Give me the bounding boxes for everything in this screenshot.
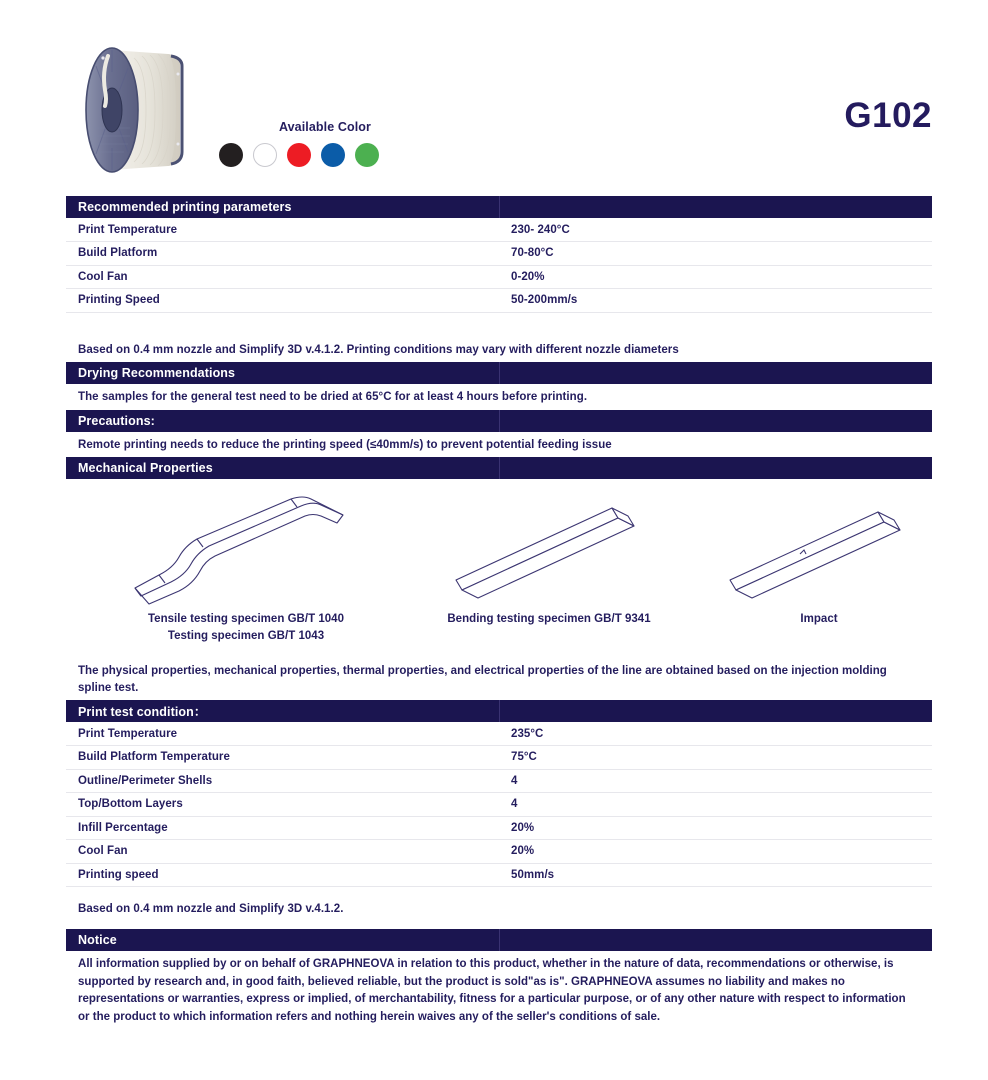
print-test-table: [66, 722, 932, 887]
mechanical-header-bar: [66, 457, 932, 479]
param-value: 4: [499, 793, 932, 817]
specimen-label-line1: Impact: [800, 613, 838, 625]
notice-body: All information supplied by or on behalf of GRAPHNEOVA in relation to this product, whether in the nature of data, recommendations or otherwise, is supported by research and, in good faith, believed reliable, but the product is sold"as is". GRAPHNEOVA assumes no liability and makes no representations or warranties, express or implied, of merchantability, fitness for a particular purpose, or of any other nature with respect to information or the product to which information refers and nothing herein waives any of the seller's conditions of sale.: [78, 958, 906, 1023]
bar-divider: [499, 196, 500, 218]
param-key: Print Temperature: [66, 218, 499, 242]
specimen-label-line2: Testing specimen GB/T 1043: [167, 630, 325, 642]
param-value: 4: [499, 769, 932, 793]
available-color-group: [218, 120, 448, 167]
specimen-tensile: [66, 496, 426, 645]
tensile-specimen-icon: [105, 496, 405, 606]
param-key: Print Temperature: [66, 722, 499, 746]
bar-divider: [499, 700, 500, 722]
recommended-table: [66, 218, 932, 313]
table-row: [66, 242, 932, 266]
param-value: 50mm/s: [499, 863, 932, 887]
table-row: [66, 793, 932, 817]
product-code: G102: [844, 96, 932, 135]
table-row: [66, 840, 932, 864]
specimen-bending: [404, 496, 694, 628]
available-color-label: Available Color: [278, 120, 372, 134]
mechanical-title: Mechanical Properties: [78, 461, 213, 475]
param-key: Cool Fan: [66, 265, 499, 289]
notice-title: Notice: [78, 933, 117, 947]
specimen-impact: [706, 496, 932, 628]
page-header: [0, 0, 988, 186]
table-row: [66, 289, 932, 313]
bending-specimen-icon: [448, 496, 668, 606]
param-value: 0-20%: [499, 265, 932, 289]
param-key: Build Platform: [66, 242, 499, 266]
recommended-section: [66, 196, 932, 313]
drying-title: Drying Recommendations: [78, 366, 236, 380]
bar-divider: [499, 362, 500, 384]
color-swatch-red[interactable]: [287, 143, 311, 167]
color-swatch-green[interactable]: [355, 143, 379, 167]
table-row: [66, 746, 932, 770]
impact-specimen-icon: [722, 496, 922, 606]
filament-spool-image: [72, 32, 204, 184]
precautions-body: Remote printing needs to reduce the printing speed (≤40mm/s) to prevent potential feeding issue: [78, 439, 612, 451]
param-key: Printing Speed: [66, 289, 499, 313]
table-row: [66, 722, 932, 746]
recommended-footnote: Based on 0.4 mm nozzle and Simplify 3D v.4.1.2. Printing conditions may vary with different nozzle diameters: [78, 344, 679, 356]
print-test-footnote: Based on 0.4 mm nozzle and Simplify 3D v.4.1.2.: [78, 903, 344, 915]
recommended-header-bar: [66, 196, 932, 218]
precautions-header-bar: [66, 410, 932, 432]
param-key: Top/Bottom Layers: [66, 793, 499, 817]
color-swatch-blue[interactable]: [321, 143, 345, 167]
param-value: 20%: [499, 816, 932, 840]
precautions-title: Precautions:: [78, 414, 155, 428]
precautions-section: [66, 410, 932, 432]
param-value: 20%: [499, 840, 932, 864]
param-key: Infill Percentage: [66, 816, 499, 840]
param-value: 50-200mm/s: [499, 289, 932, 313]
notice-header-bar: [66, 929, 932, 951]
table-row: [66, 218, 932, 242]
spool-icon: [72, 32, 204, 184]
mechanical-paragraph: The physical properties, mechanical properties, thermal properties, and electrical properties of the line are obtained based on the injection molding spline test.: [78, 665, 887, 694]
drying-section: [66, 362, 932, 384]
param-key: Outline/Perimeter Shells: [66, 769, 499, 793]
param-value: 235°C: [499, 722, 932, 746]
param-key: Build Platform Temperature: [66, 746, 499, 770]
print-test-section: [66, 700, 932, 887]
param-value: 75°C: [499, 746, 932, 770]
param-value: 70-80°C: [499, 242, 932, 266]
specimen-label-line1: Bending testing specimen GB/T 9341: [447, 613, 651, 625]
notice-section: [66, 929, 932, 951]
color-swatch-black[interactable]: [219, 143, 243, 167]
color-swatch-white[interactable]: [253, 143, 277, 167]
table-row: [66, 816, 932, 840]
specimen-diagrams: [66, 488, 932, 648]
bar-divider: [499, 929, 500, 951]
param-key: Printing speed: [66, 863, 499, 887]
drying-header-bar: [66, 362, 932, 384]
color-swatch-list: [219, 143, 448, 167]
print-test-header-bar: [66, 700, 932, 722]
recommended-title: Recommended printing parameters: [78, 200, 292, 214]
table-row: [66, 769, 932, 793]
drying-body: The samples for the general test need to be dried at 65°C for at least 4 hours before printing.: [78, 391, 588, 403]
table-row: [66, 863, 932, 887]
param-value: 230- 240°C: [499, 218, 932, 242]
param-key: Cool Fan: [66, 840, 499, 864]
mechanical-section: [66, 457, 932, 479]
print-test-title: Print test condition：: [78, 705, 207, 719]
bar-divider: [499, 457, 500, 479]
specimen-label-line1: Tensile testing specimen GB/T 1040: [147, 613, 345, 625]
bar-divider: [499, 410, 500, 432]
table-row: [66, 265, 932, 289]
